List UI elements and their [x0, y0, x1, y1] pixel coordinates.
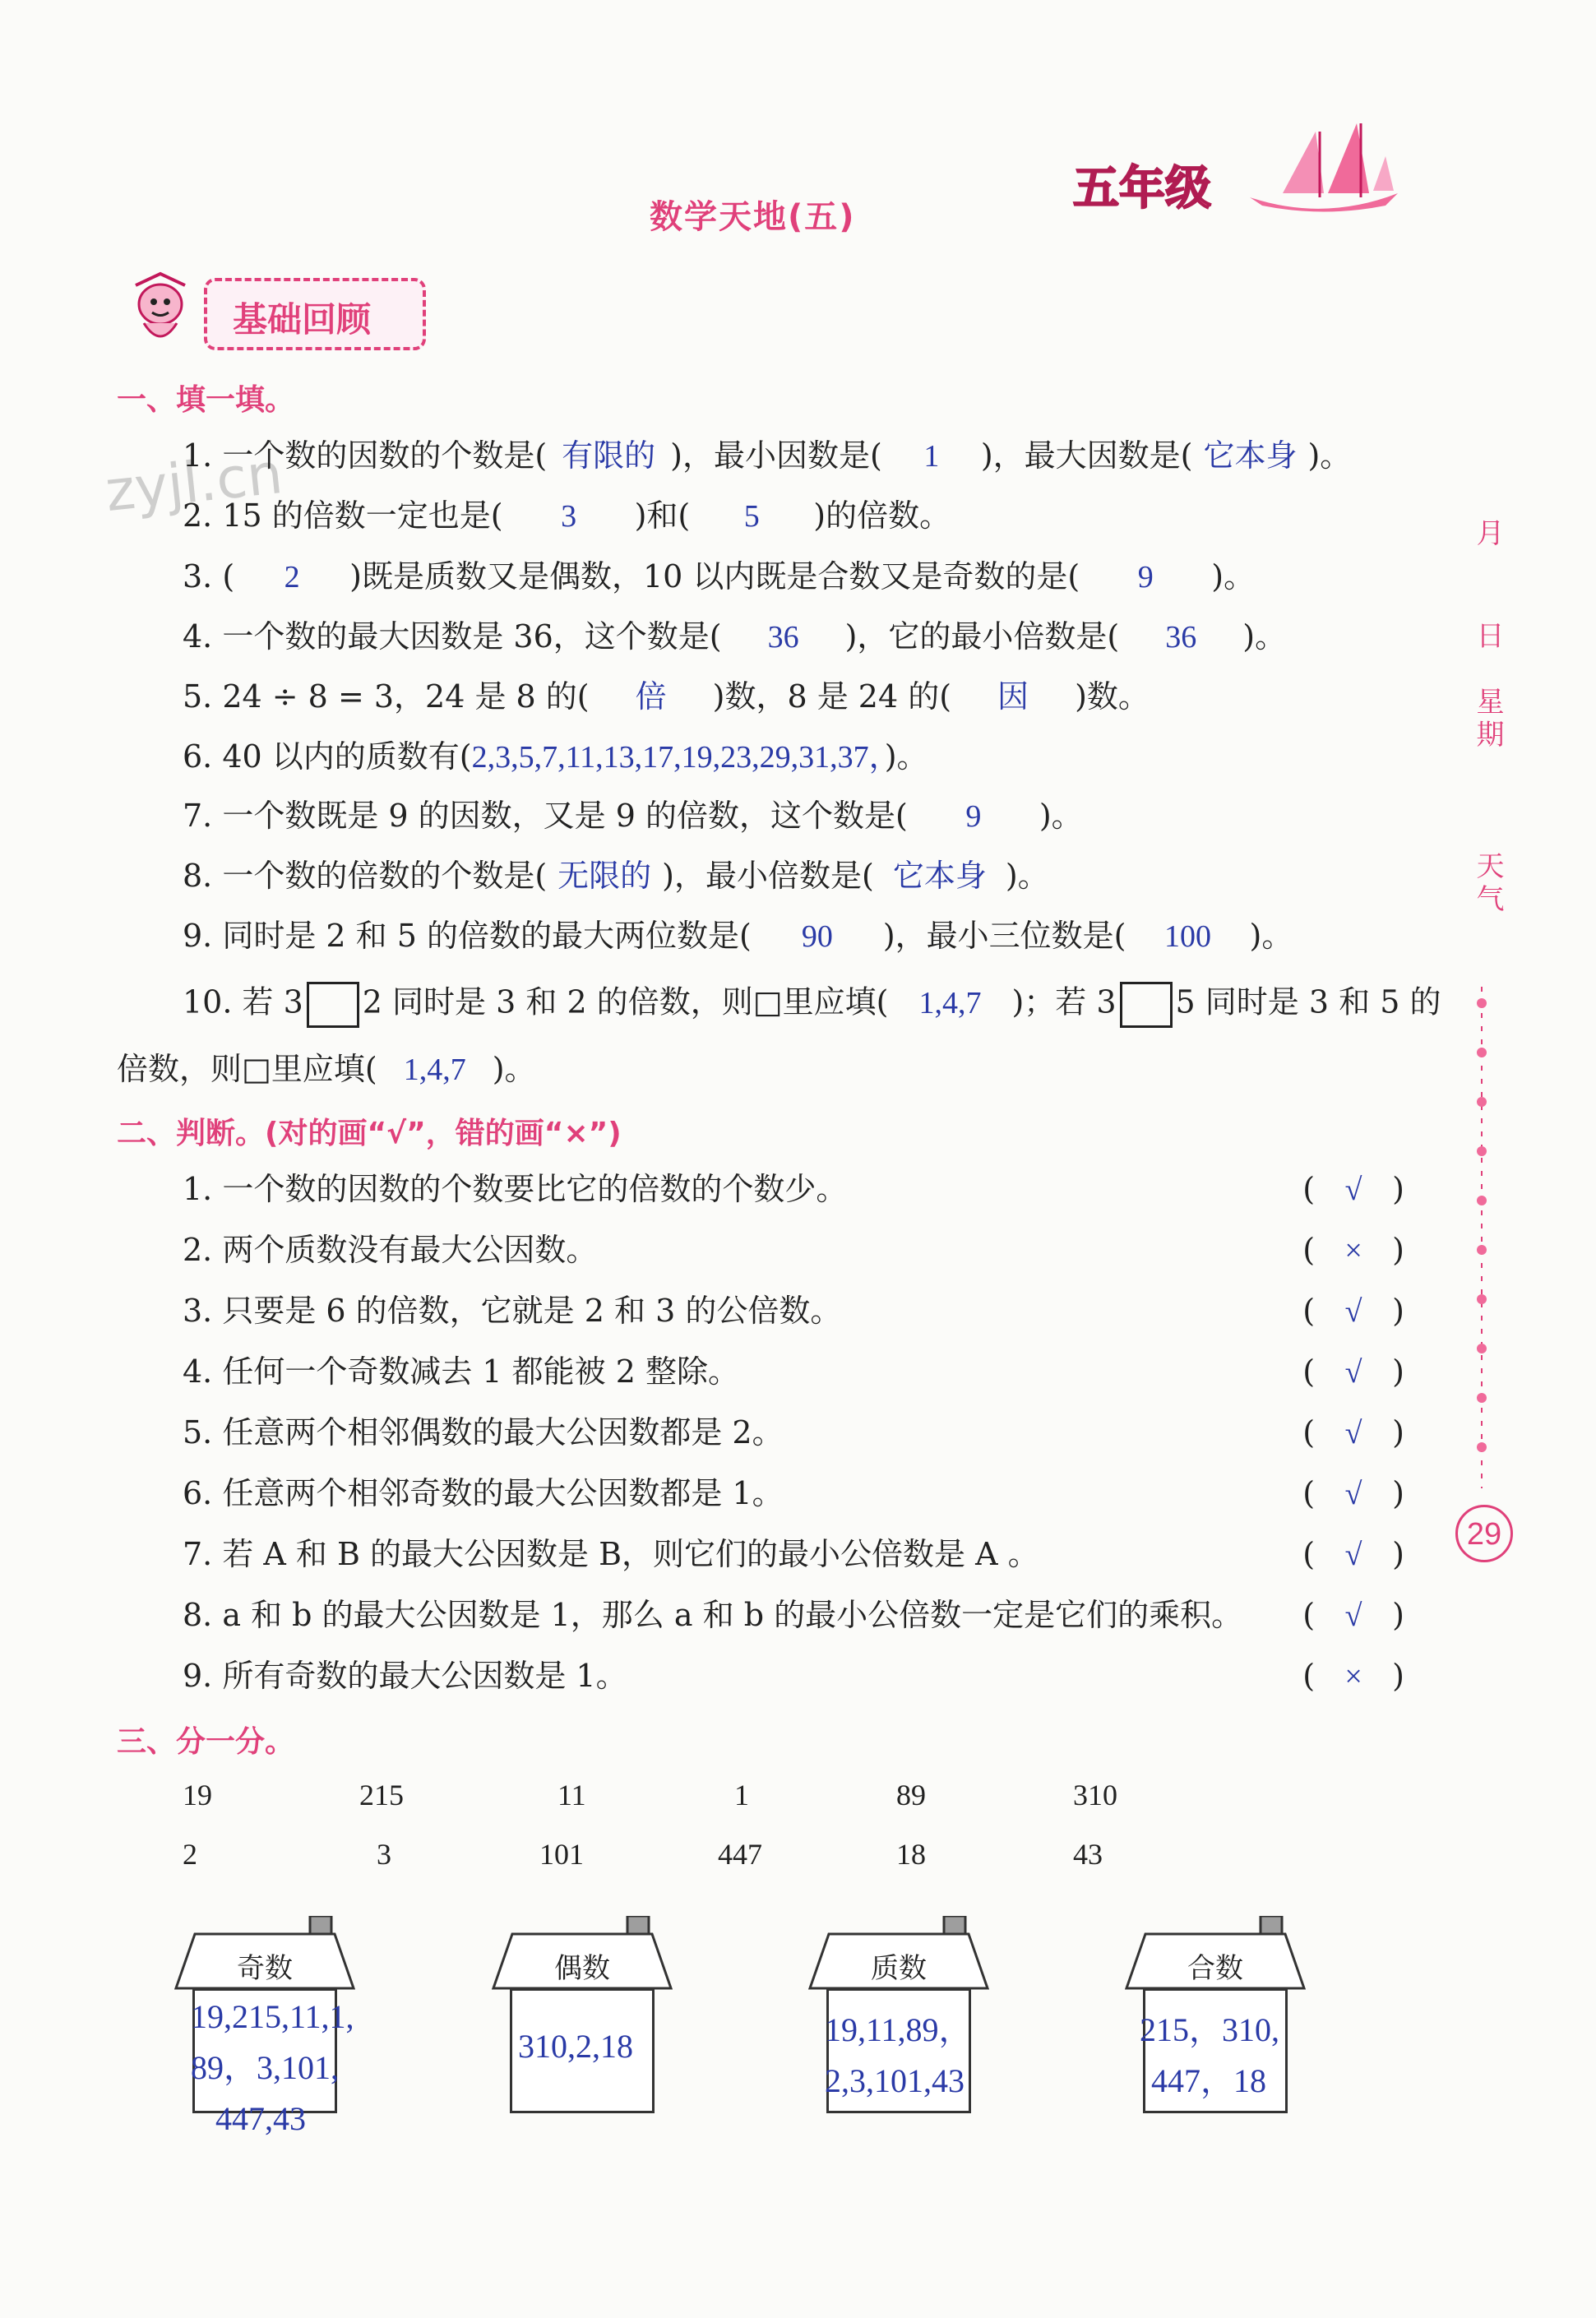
house-label: 质数 — [871, 1952, 927, 1985]
judge-item-8: 8. a 和 b 的最大公因数是 1，那么 a 和 b 的最小公倍数一定是它们的乘积。 — [183, 1597, 1243, 1633]
house-label: 奇数 — [237, 1952, 293, 1985]
fill-item-9: 9. 同时是 2 和 5 的倍数的最大两位数是( 90 )，最小三位数是( 100 )。 — [183, 918, 1293, 954]
house-prime — [808, 1916, 989, 2121]
mascot-icon — [119, 267, 201, 358]
section2-heading: 二、判断。(对的画“√”，错的画“×”) — [117, 1117, 622, 1150]
fill-item-10: 10. 若 3 2 同时是 3 和 2 的倍数，则□里应填( 1,4,7 )；若 3 5 同时是 3 和 5 的 — [183, 982, 1441, 1028]
blank-box[interactable] — [1120, 982, 1173, 1028]
fill-item-10-cont: 倍数，则□里应填( 1,4,7 )。 — [117, 1051, 536, 1087]
judge-item-4: 4. 任何一个奇数减去 1 都能被 2 整除。 — [183, 1353, 740, 1390]
judge-mark-6: ( √ ) — [1302, 1475, 1404, 1511]
page-title: 数学天地(五) — [650, 198, 856, 236]
fill-item-6: 6. 40 以内的质数有(2,3,5,7,11,13,17,19,23,29,31,37，)。 — [183, 738, 928, 775]
day-label: 日 — [1471, 621, 1504, 654]
judge-item-1: 1. 一个数的因数的个数要比它的倍数的个数少。 — [183, 1171, 848, 1207]
judge-mark-4: ( √ ) — [1302, 1353, 1404, 1390]
fill-item-1: 1. 一个数的因数的个数是( 有限的 )，最小因数是( 1 )，最大因数是( 它本身 )。 — [183, 437, 1352, 474]
weekday-label: 星期 — [1471, 687, 1504, 752]
fill-item-7: 7. 一个数既是 9 的因数，又是 9 的倍数，这个数是( 9 )。 — [183, 798, 1083, 834]
fill-item-5: 5. 24 ÷ 8 = 3，24 是 8 的( 倍 )数，8 是 24 的( 因 )数。 — [183, 678, 1150, 715]
judge-mark-8: ( √ ) — [1302, 1597, 1404, 1633]
judge-item-9: 9. 所有奇数的最大公因数是 1。 — [183, 1658, 627, 1694]
house-label: 合数 — [1187, 1952, 1243, 1985]
number-item: 310 — [1073, 1779, 1117, 1811]
watermark: zyjl.cn — [102, 441, 286, 525]
weather-label: 天气 — [1471, 851, 1504, 917]
number-item: 2 — [183, 1838, 197, 1871]
judge-item-5: 5. 任意两个相邻偶数的最大公因数都是 2。 — [183, 1414, 784, 1450]
judge-item-3: 3. 只要是 6 的倍数，它就是 2 和 3 的公倍数。 — [183, 1293, 842, 1329]
fill-item-2: 2. 15 的倍数一定也是( 3 )和( 5 )的倍数。 — [183, 497, 951, 534]
judge-item-7: 7. 若 A 和 B 的最大公因数是 B，则它们的最小公倍数是 A 。 — [183, 1536, 1039, 1572]
floral-divider-icon — [1465, 987, 1498, 1488]
house-even — [492, 1916, 673, 2121]
house-content: 19,215,11,1, 89，3,101, 447,43 — [191, 1998, 354, 2137]
judge-mark-1: ( √ ) — [1302, 1171, 1404, 1207]
number-item: 215 — [359, 1779, 404, 1811]
month-label: 月 — [1471, 518, 1504, 551]
number-item: 89 — [896, 1779, 926, 1811]
judge-mark-9: ( × ) — [1302, 1658, 1404, 1694]
judge-mark-3: ( √ ) — [1302, 1293, 1404, 1329]
house-label: 偶数 — [554, 1952, 610, 1985]
number-item: 447 — [718, 1838, 762, 1871]
number-item: 1 — [734, 1779, 749, 1811]
number-item: 11 — [557, 1779, 586, 1811]
number-item: 18 — [896, 1838, 926, 1871]
house-content: 19,11,89， 2,3,101,43 — [825, 2011, 972, 2099]
page-number: 29 — [1455, 1505, 1513, 1562]
number-item: 43 — [1073, 1838, 1103, 1871]
judge-item-6: 6. 任意两个相邻奇数的最大公因数都是 1。 — [183, 1475, 784, 1511]
judge-mark-7: ( √ ) — [1302, 1536, 1404, 1572]
grade-badge: 五年级 — [1073, 162, 1211, 215]
section1-heading: 一、填一填。 — [117, 383, 295, 417]
house-content: 310,2,18 — [518, 2028, 633, 2065]
judge-mark-5: ( √ ) — [1302, 1414, 1404, 1450]
judge-item-2: 2. 两个质数没有最大公因数。 — [183, 1232, 598, 1268]
number-item: 3 — [377, 1838, 391, 1871]
house-composite — [1125, 1916, 1306, 2121]
house-content: 215，310, 447，18 — [1140, 2011, 1279, 2099]
blank-box[interactable] — [307, 982, 359, 1028]
fill-item-4: 4. 一个数的最大因数是 36，这个数是( 36 )，它的最小倍数是( 36 )。 — [183, 618, 1287, 655]
section3-heading: 三、分一分。 — [117, 1725, 295, 1759]
number-item: 19 — [183, 1779, 212, 1811]
sailboat-icon — [1233, 115, 1414, 222]
house-odd — [174, 1916, 355, 2137]
fill-item-3: 3. ( 2 )既是质数又是偶数，10 以内既是合数又是奇数的是( 9 )。 — [183, 558, 1256, 595]
number-item: 101 — [539, 1838, 584, 1871]
section-badge-label: 基础回顾 — [233, 299, 372, 340]
fill-item-8: 8. 一个数的倍数的个数是( 无限的 )，最小倍数是( 它本身 )。 — [183, 858, 1049, 894]
judge-mark-2: ( × ) — [1302, 1232, 1404, 1268]
